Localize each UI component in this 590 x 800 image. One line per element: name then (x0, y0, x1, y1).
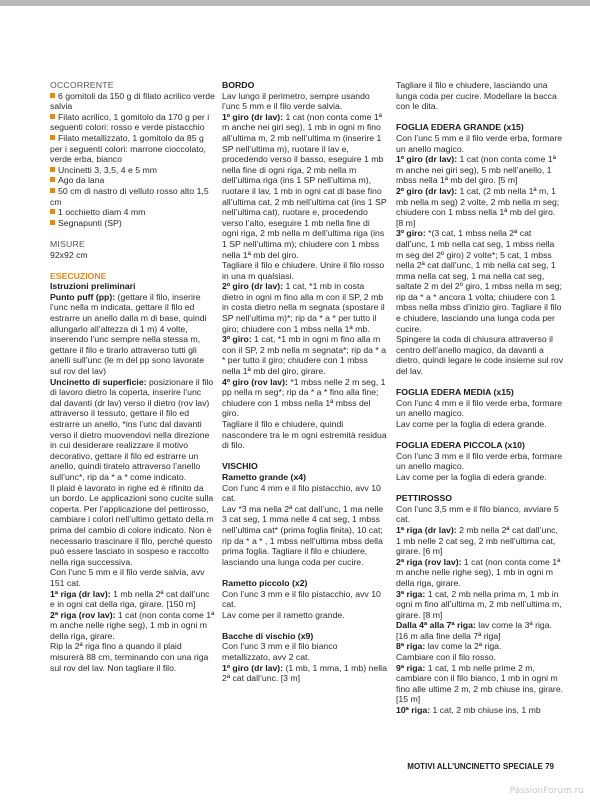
robin-row-1: 1ª riga (dr lav): 2 mb nella 2ª cat dall’unc, 1 mb nelle 2 cat seg, 2 mb nell’ultima cat, girare. [6 m] (396, 524, 558, 557)
end-paragraph: Rip la 2ª riga fino a quando il plaid misurerà 88 cm, terminando con una riga sul rov del lav. Non tagliare il filo. (50, 641, 209, 673)
large-sprig-title: Rametto grande (x4) (222, 471, 306, 482)
border-round-4: 4º giro (rov lav): *1 mbss nelle 2 m seg, 1 pp nella m seg*; rip da * a * fino alla fine; chiudere con 1 mbss nella 1ª mbss del giro. (222, 376, 386, 419)
page-number: 79 (545, 762, 554, 771)
border-end: Tagliare il filo e chiudere, quindi nascondere tra le m ogni estremità residua di filo. (222, 419, 387, 451)
robin-row-10: 10ª riga: 1 cat, 2 mb chiuse ins, 1 mb (396, 705, 541, 716)
measure-title: MISURE (50, 238, 85, 249)
small-sprig-text: Lav come per il rametto grande. (222, 609, 345, 620)
bullet-square-icon (50, 188, 55, 193)
execution-title: ESECUZIONE (50, 270, 107, 281)
large-ivy-title: FOGLIA EDERA GRANDE (x15) (396, 122, 524, 133)
surface-crochet-paragraph: Uncinetto di superficie: posizionare il filo di lavoro dietro la coperta, inserire l’unc dal davanti (dr lav) verso il dietro (rov lav) attraverso il tessuto, gettare il filo ed estrarre un anello, *ins l’unc dal davanti verso il dietro muovendovi nella direzione in cui desiderare realizzare il motivo decorativo, gettare il filo ed estrarre un anello, quindi tiratelo attraverso l’anello sull’unc*, rip da * a * come indicato. (50, 376, 214, 482)
robin-row-9: 9ª riga: 1 cat, 1 mb nelle prime 2 m, cambiare con il filo bianco, 1 mb in ogni m fino alle ultime 2 m, 2 mb chiuse ins, girare. [15 m] (396, 662, 564, 705)
border-round-1-end: Tagliare il filo e chiudere. Unire il filo rosso in una m qualsiasi. (222, 260, 385, 281)
material-item: Ago da lana (50, 175, 215, 186)
bullet-square-icon (50, 114, 55, 119)
footer-title: MOTIVI ALL’UNCINETTO SPECIALE (407, 762, 543, 771)
ivy-end: Spingere la coda di chiusura attraverso il centro dell’anello magico, da davanti a dietro, quindi legare le code insieme sul rov del lav. (396, 334, 564, 377)
puff-stitch-paragraph: Punto puff (pp): (gettare il filo, inserire l’unc nella m indicata, gettare il filo ed estrarre un anello dalla m di base, quindi allungarlo all’altezza di 1 m) 4 volte, inserendo l’unc sempre nella stessa m, gettare il filo e tirarlo attraverso tutti gli anelli sull’unc (le m del pp sono lavorate sul rov del lav) (50, 291, 207, 377)
row-1-paragraph: 1ª riga (dr lav): 1 mb nella 2ª cat dall’unc e in ogni cat della riga, girare. [150 m] (50, 588, 210, 610)
border-round-1: 1º giro (dr lav): 1 cat (non conta come 1ª m anche nei giri seg), 1 mb in ogni m fino all’ultima m, 2 mb nell’ultima m (inserire 1 SP nell’ultima m), ruotare il lav e, procedendo verso il basso, eseguire 1 mb nella fine di ogni riga, 2 mb nella m dell’ultima riga (ins 1 SP nell’ultima m), ruotare il lav, 1 mb in ogni cat di base fino all’ultima cat, 2 mb nell’ultima cat (ins 1 SP nell’ultima cat), ruotare e, procedendo verso l’alto, eseguire 1 mb nella fine di ogni riga, 2 mb nella m dell’ultima riga (ins 1 SP nell’ultima m); chiudere con 1 mbss nella 1ª mb del giro. (222, 111, 387, 260)
berries-round-1: 1º giro (dr lav): (1 mb, 1 mma, 1 mb) nella 2ª cat dall’unc. [3 m] (222, 662, 387, 684)
berries-end: Tagliare il filo e chiudere, lasciando una lunga coda per cucire. Modellare la bacca con le dita. (396, 80, 557, 112)
large-sprig-start: Con l’unc 4 mm e il filo pistacchio, avv 10 cat. (222, 482, 381, 504)
material-item: Segnapunti (SP) (50, 218, 215, 229)
small-ivy-title: FOGLIA EDERA PICCOLA (x10) (396, 440, 525, 451)
intro-paragraph: Il plaid è lavorato in righe ed è rifinito da un bordo. Le applicazioni sono cucite sulla coperta. Per l’applicazione del pettirosso, cambiare i colori nell’ultimo gettato della m prima del cambio di colore indicato. Non è necessario trascinare il filo, perché questo può essere lasciato in sospeso e raccolto nella riga successiva. (50, 482, 214, 567)
small-ivy-text: Lav come per la foglia di edera grande. (396, 471, 547, 482)
border-round-2: 2º giro (dr lav): 1 cat, *1 mb in costa dietro in ogni m fino alla m con il SP, 2 mb in costa dietro nella m segnata (spostare il SP nell’ultima m)*; rip da * a * per tutto il giro; chiudere con 1 mbss nella 1ª mb. (222, 281, 385, 334)
medium-ivy-start: Con l’unc 4 mm e il filo verde erba, formare un anello magico. (396, 397, 563, 419)
border-intro: Lav lungo il perimetro, sempre usando l’unc 5 mm e il filo verde salvia. (222, 90, 370, 112)
border-title: BORDO (222, 80, 255, 90)
material-item: Filato acrilico, 1 gomitolo da 170 g per i seguenti colori: rosso e verde pistacchio (50, 111, 210, 133)
robin-row-3: 3ª riga: 1 cat, 2 mb nella prima m, 1 mb in ogni m fino all’ultima m, 2 mb nell’ultima m, girare. [8 m] (396, 588, 562, 620)
robin-row-8: 8ª riga: lav come la 2ª riga. (396, 641, 502, 652)
medium-ivy-title: FOGLIA EDERA MEDIA (x15) (396, 387, 514, 398)
column-3 (396, 80, 564, 716)
robin-row-2: 2ª riga (rov lav): 1 cat (non conta come 1ª m anche nelle righe seg), 1 mb in ogni m della riga, girare. (396, 556, 561, 588)
bullet-square-icon (50, 177, 55, 182)
bullet-square-icon (50, 93, 55, 98)
row-2-paragraph: 2ª riga (rov lav): 1 cat (non conta come 1ª m anche nelle righe seg), 1 mb in ogni m della riga, girare. (50, 609, 215, 641)
measure-value: 92x92 cm (50, 249, 88, 260)
robin-color-change: Cambiare con il filo rosso. (396, 652, 496, 663)
mistletoe-title: VISCHIO (222, 461, 258, 472)
medium-ivy-text: Lav come per la foglia di edera grande. (396, 419, 547, 429)
material-item: 50 cm di nastro di velluto rosso alto 1,5 cm (50, 185, 209, 207)
bullet-square-icon (50, 135, 55, 140)
material-item: 6 gomitoli da 150 g di filato acrilico verde salvia (50, 90, 215, 112)
start-paragraph: Con l’unc 5 mm e il filo verde salvia, avv 151 cat. (50, 567, 205, 588)
top-bar (0, 0, 590, 6)
ivy-round-1: 1º giro (dr lav): 1 cat (non conta come 1ª m anche nei giri seg), 5 mb nell’anello, 1 mbss nella 1ª mb del giro. [5 m] (396, 154, 556, 186)
ivy-round-3: 3º giro: *(3 cat, 1 mbss nella 2ª cat dall’unc, 1 mb nella cat seg, 1 mbss nella m seg del 2º giro) 2 volte*; 5 cat, 1 mbss nella 2ª cat dall’unc, 1 mb nella cat seg, 1 mma nella cat seg, 1 ma nella cat seg, saltate 2 m del 2º giro, 1 mbss nella m seg; rip da * a * ancora 1 volta; chiudere con 1 mbss nella mbss d’inizio giro. Tagliare il filo e chiudere, lasciando una lunga coda per cucire. (396, 228, 562, 334)
robin-start: Con l’unc 3,5 mm e il filo bianco, avviare 5 cat. (396, 503, 559, 525)
bullet-square-icon (50, 209, 55, 214)
border-round-3: 3º giro: 1 cat, *1 mb in ogni m fino alla m con il SP, 2 mb nella m segnata*; rip da * a * per tutto il giro; chiudere con 1 mbss nella 1ª mb del giro, girare. (222, 334, 387, 377)
materials-title: OCCORRENTE (50, 80, 114, 90)
material-item: Filato metallizzato, 1 gomitolo da 85 g per i seguenti colori: marrone cioccolato, verde erba, bianco (50, 132, 206, 165)
berries-start: Con l’unc 3 mm e il filo bianco metallizzato, avv 2 cat. (222, 641, 338, 663)
robin-row-4-7: Dalla 4ª alla 7ª riga: lav come la 3ª riga. [16 m alla fine della 7ª riga] (396, 620, 552, 641)
bullet-square-icon (50, 167, 55, 172)
large-ivy-start: Con l’unc 5 mm e il filo verde erba, formare un anello magico. (396, 132, 563, 154)
watermark: PassionForum.ru (509, 786, 584, 796)
small-sprig-start: Con l’unc 3 mm e il filo pistacchio, avv 10 cat. (222, 588, 381, 610)
page-footer (407, 762, 554, 771)
ivy-round-2: 2º giro (dr lav): 1 cat, (2 mb nella 1ª m, 1 mb nella m seg) 2 volte, 2 mb nella m seg; chiudere con 1 mbss nella 1ª mb del giro. [8 m] (396, 185, 560, 228)
column-1 (50, 80, 215, 673)
materials-list (50, 91, 215, 229)
material-item: 1 occhietto diam 4 mm (50, 207, 215, 218)
bullet-square-icon (50, 220, 55, 225)
large-sprig-text: Lav *3 ma nella 2ª cat dall’unc, 1 ma nelle 3 cat seg, 1 mma nelle 4 cat seg, 1 mbss nell’ultima cat* (prima foglia finita), 10 cat; rip da * a * , 1 mbss nell’ultima mbss della prima foglia. Tagliare il filo e chiudere, lasciando una lunga coda per cucire. (222, 503, 384, 567)
robin-title: PETTIROSSO (396, 493, 452, 504)
material-item: Uncinetti 3, 3,5, 4 e 5 mm (50, 165, 215, 176)
small-sprig-title: Rametto piccolo (x2) (222, 577, 308, 588)
berries-title: Bacche di vischio (x9) (222, 630, 314, 641)
column-2 (222, 80, 387, 684)
preliminary-title: Istruzioni preliminari (50, 281, 136, 292)
small-ivy-start: Con l’unc 3 mm e il filo verde erba, formare un anello magico. (396, 450, 563, 472)
